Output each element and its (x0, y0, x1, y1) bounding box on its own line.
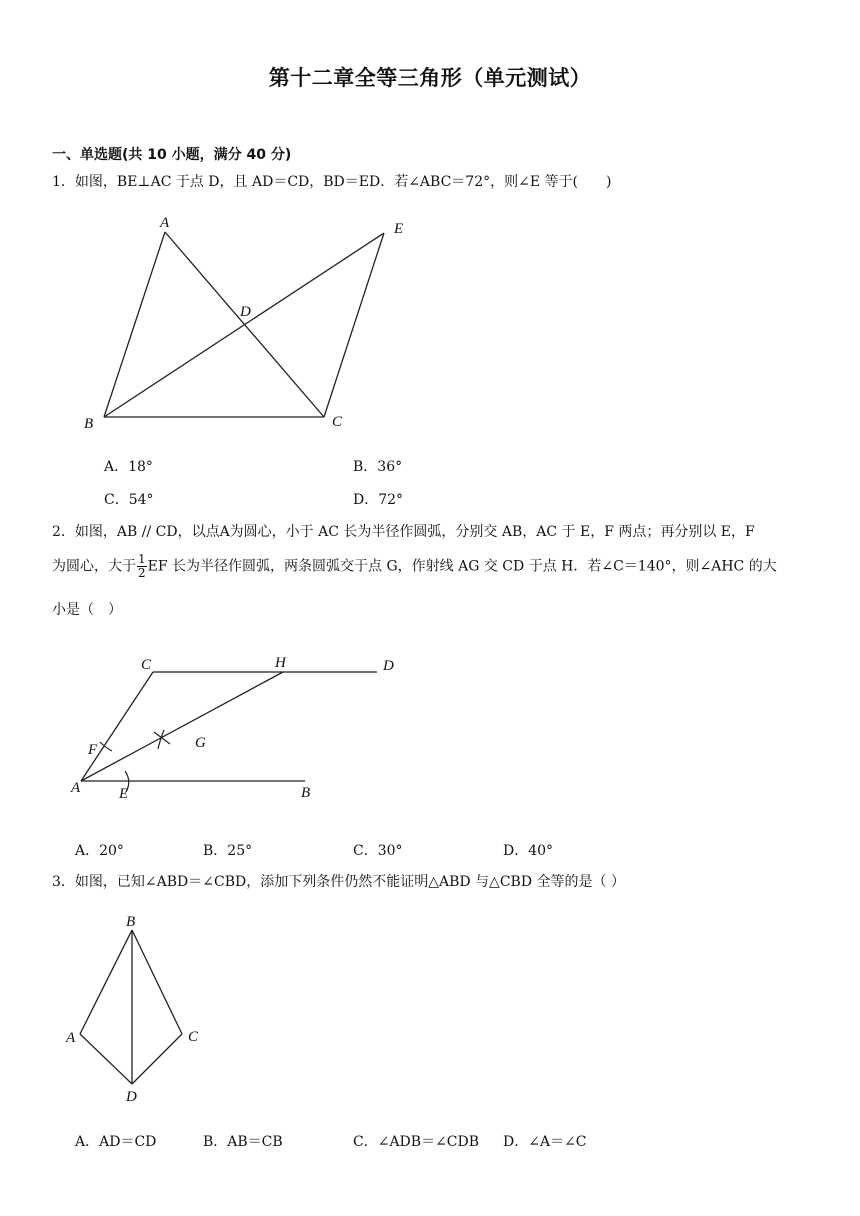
section-heading: 一、单选题(共 10 小题，满分 40 分) (52, 147, 292, 163)
q3-option-d[interactable]: D．∠A＝∠C (503, 1134, 587, 1150)
fraction-one-half (137, 553, 147, 580)
q3-label-d: D (126, 1089, 137, 1105)
q3-label-a: A (66, 1030, 76, 1046)
q3-option-c[interactable]: C．∠ADB＝∠CDB (353, 1134, 480, 1150)
q1-option-b[interactable]: B．36° (353, 459, 403, 475)
question-3-figure (62, 910, 212, 1110)
question-1-text: 1．如图，BE⊥AC 于点 D，且 AD＝CD，BD＝ED．若∠ABC＝72°，则∠E 等于( ) (52, 174, 612, 190)
q2-label-b: B (301, 785, 311, 801)
fraction-numerator: 1 (138, 552, 146, 566)
question-2-line-3: 小是（ ） (52, 602, 122, 618)
q2-line2-post: EF 长为半径作圆弧，两条圆弧交于点 G，作射线 AG 交 CD 于点 H．若∠C＝140°，则∠AHC 的大 (147, 558, 777, 575)
q1-label-d: D (240, 304, 251, 320)
q2-label-g: G (195, 735, 206, 751)
q2-label-c: C (141, 657, 152, 673)
q3-option-b[interactable]: B．AB＝CB (203, 1134, 283, 1150)
q1-option-d[interactable]: D．72° (353, 492, 404, 508)
q2-line2-pre: 为圆心，大于 (52, 558, 136, 575)
q2-label-h: H (275, 655, 286, 671)
q1-option-a[interactable]: A．18° (104, 459, 153, 475)
question-1-figure (80, 210, 420, 435)
question-2-line-2 (52, 553, 832, 580)
q2-option-b[interactable]: B．25° (203, 843, 253, 859)
q3-option-a[interactable]: A．AD＝CD (75, 1134, 157, 1150)
q2-label-a: A (71, 780, 81, 796)
q1-option-c[interactable]: C．54° (104, 492, 154, 508)
q2-option-d[interactable]: D．40° (503, 843, 554, 859)
q2-option-a[interactable]: A．20° (75, 843, 124, 859)
question-3-text: 3．如图，已知∠ABD＝∠CBD，添加下列条件仍然不能证明△ABD 与△CBD 全等的是（ ） (52, 874, 625, 890)
q3-label-c: C (188, 1029, 199, 1045)
q2-label-e: E (119, 786, 129, 802)
fraction-denominator: 2 (138, 566, 146, 580)
q3-label-b: B (126, 914, 136, 930)
q1-label-b: B (84, 416, 94, 432)
q1-label-a: A (160, 215, 170, 231)
question-2-figure (62, 650, 412, 810)
question-2-line-1: 2．如图，AB // CD，以点A为圆心，小于 AC 长为半径作圆弧，分别交 AB，AC 于 E，F 两点；再分别以 E，F (52, 524, 755, 540)
q1-label-c: C (332, 414, 343, 430)
q1-label-e: E (394, 221, 404, 237)
q2-option-c[interactable]: C．30° (353, 843, 403, 859)
q2-label-f: F (88, 742, 98, 758)
page-title: 第十二章全等三角形（单元测试） (268, 66, 592, 90)
q2-label-d: D (383, 658, 394, 674)
